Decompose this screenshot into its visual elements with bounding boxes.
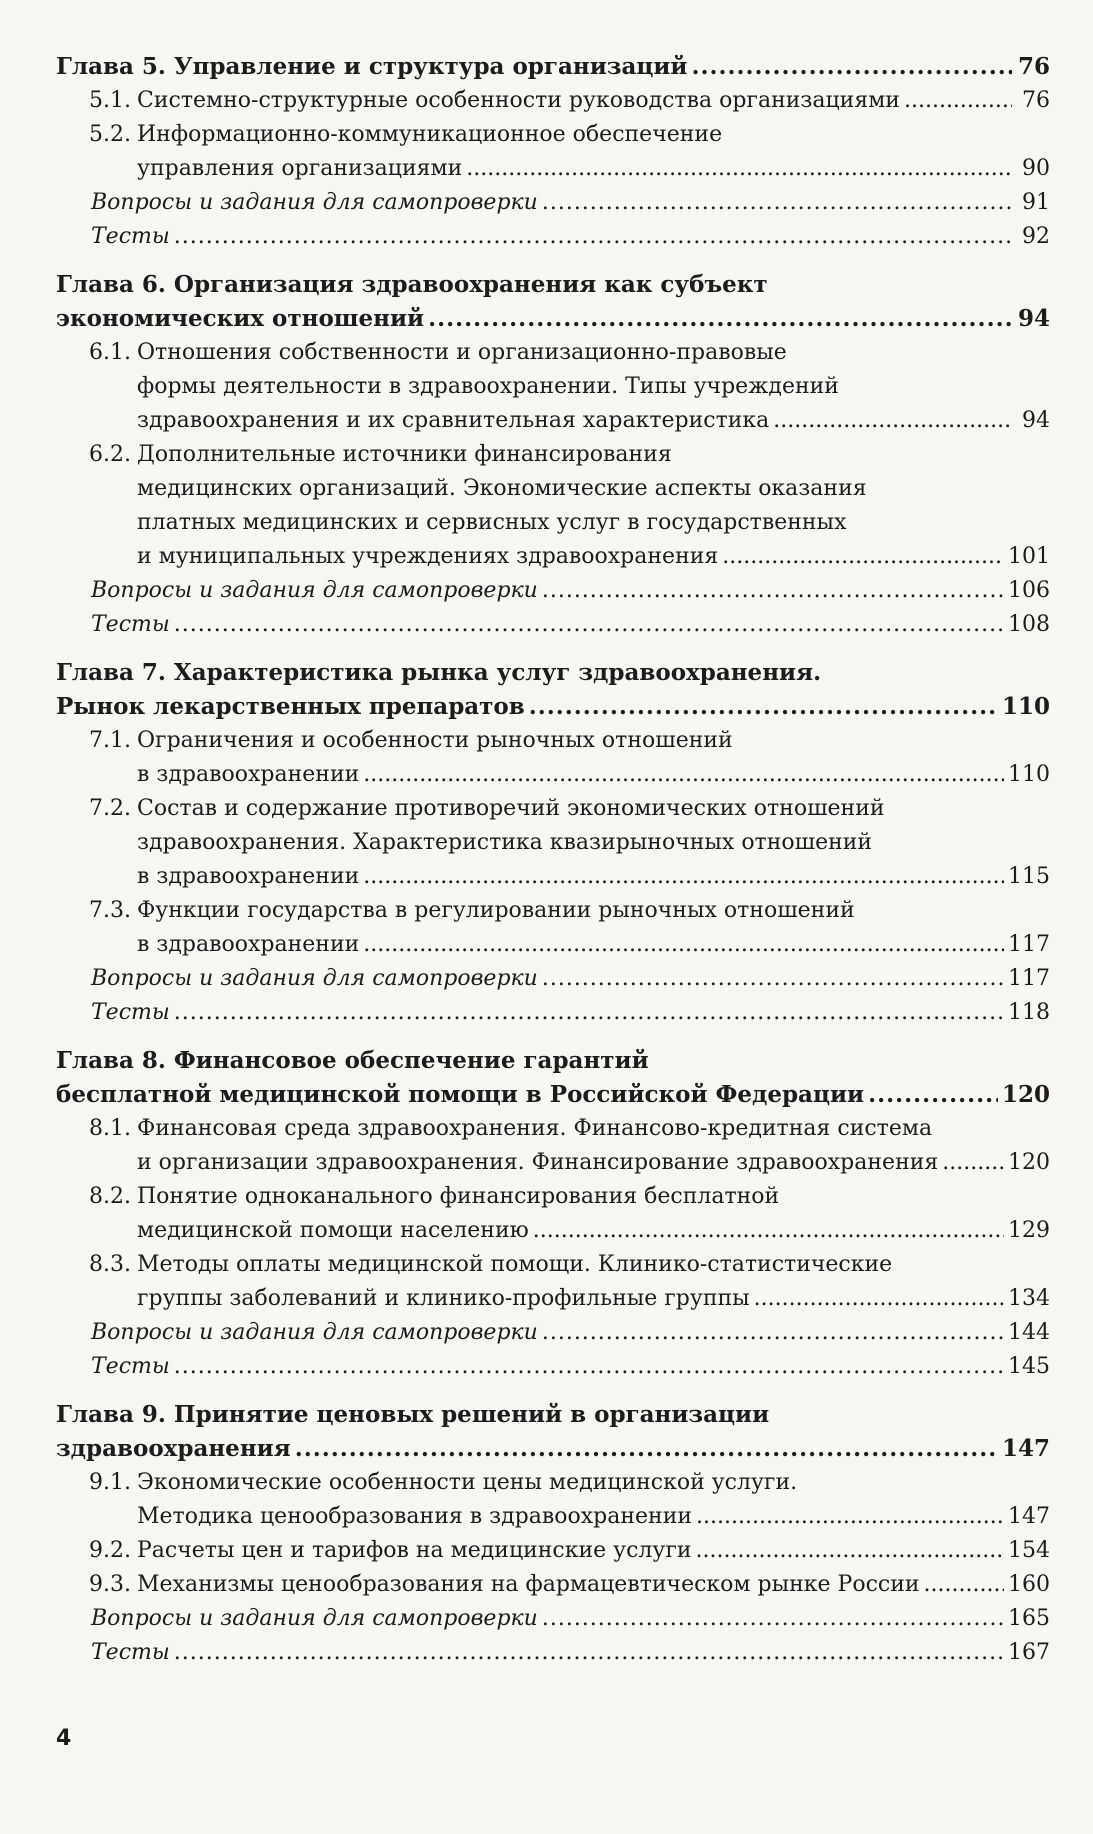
toc-section [56,894,1050,962]
section-line-text-wrap [137,472,867,506]
section-line [137,370,1050,404]
section-text: и организации здравоохранения. Финансирование здравоохранения [137,1150,939,1175]
section-body [89,336,1050,438]
section-line-text-wrap [137,540,718,574]
section-body [89,724,1050,792]
section-page: 160 [1008,1572,1050,1597]
section-line [137,826,1050,860]
section-line [137,1500,1050,1534]
section-text: Методика ценообразования в здравоохранении [137,1504,693,1529]
chapter-title-text: Глава 5. Управление и структура организаций [56,53,688,80]
chapter-title-line [56,1398,1050,1432]
section-body [89,84,1050,118]
section-page: 134 [1008,1286,1050,1311]
toc-section [56,1248,1050,1316]
toc-section [56,1568,1050,1602]
section-page: 129 [1008,1218,1050,1243]
leader-dots [174,608,1004,642]
section-text: здравоохранения и их сравнительная характеристика [137,408,770,433]
leader-dots [542,1602,1004,1636]
section-line [137,1282,1050,1316]
leader-dots [428,302,1012,336]
chapter-title [56,268,1050,336]
chapter-title-line [56,302,1050,336]
section-body [89,1568,1050,1602]
questions-entry [56,962,1050,996]
questions-entry [56,574,1050,608]
leader-dots [542,186,1012,220]
section-line [137,506,1050,540]
section-line-text-wrap [89,1112,932,1146]
page-number: 4 [56,1726,72,1751]
tests-entry [56,1636,1050,1670]
section-text: Функции государства в регулировании рыночных отношений [137,898,855,923]
tests-entry-page: 108 [1008,612,1050,637]
section-number: 9.3. [89,1572,131,1597]
section-number: 7.1. [89,728,131,753]
leader-dots [754,1282,1004,1316]
chapter-page: 76 [1017,53,1050,80]
section-line-text-wrap [137,1146,938,1180]
section-line [89,1112,1050,1146]
chapter-title-text: Глава 8. Финансовое обеспечение гарантий [56,1047,649,1074]
leader-dots [529,690,998,724]
section-page: 76 [1022,88,1050,113]
tests-entry-page: 167 [1008,1640,1050,1665]
section-number: 7.2. [89,796,131,821]
section-text: Состав и содержание противоречий экономических отношений [137,796,885,821]
questions-entry [56,186,1050,220]
section-page: 101 [1008,544,1050,569]
section-line-text-wrap [89,724,733,758]
section-number: 8.2. [89,1184,131,1209]
toc-section [56,1534,1050,1568]
leader-dots [904,84,1012,118]
questions-entry [56,1316,1050,1350]
questions-entry-label: Вопросы и задания для самопроверки [91,190,538,215]
leader-dots [174,1350,1004,1384]
section-line [89,1568,1050,1602]
chapter-title [56,50,1050,84]
section-line [137,1146,1050,1180]
section-line [89,1466,1050,1500]
chapter-title [56,1044,1050,1112]
leader-dots [295,1432,998,1466]
chapter-title-line [56,690,1050,724]
section-body [89,1180,1050,1248]
leader-dots [924,1568,1004,1602]
leader-dots [542,1316,1004,1350]
section-body [89,894,1050,962]
section-number: 6.2. [89,442,131,467]
leader-dots [722,540,1004,574]
chapter-title-text: Глава 6. Организация здравоохранения как субъект [56,271,768,298]
section-line-text-wrap [137,1282,750,1316]
toc-section [56,724,1050,792]
section-line [137,404,1050,438]
section-text: Методы оплаты медицинской помощи. Клинико-статистические [137,1252,893,1277]
section-line-text-wrap [137,1214,529,1248]
section-text: Информационно-коммуникационное обеспечение [137,122,723,147]
tests-entry-label: Тесты [91,1000,170,1025]
section-text: Системно-структурные особенности руководства организациями [137,88,900,113]
section-text: Финансовая среда здравоохранения. Финансово-кредитная система [137,1116,933,1141]
section-line-text-wrap [89,336,787,370]
section-text: медицинских организаций. Экономические аспекты оказания [137,476,867,501]
section-line [89,1534,1050,1568]
leader-dots [533,1214,1004,1248]
section-line [137,1214,1050,1248]
section-line [137,860,1050,894]
questions-entry-page: 117 [1008,966,1050,991]
chapter-title-text: Глава 7. Характеристика рынка услуг здравоохранения. [56,659,822,686]
section-line [137,758,1050,792]
section-line [89,1180,1050,1214]
section-page: 154 [1008,1538,1050,1563]
questions-entry-page: 91 [1022,190,1050,215]
section-text: Дополнительные источники финансирования [137,442,672,467]
leader-dots [542,962,1004,996]
section-body [89,1248,1050,1316]
section-line [89,118,1050,152]
chapter-title-line [56,1432,1050,1466]
section-text: здравоохранения. Характеристика квазирыночных отношений [137,830,873,855]
questions-entry-label: Вопросы и задания для самопроверки [91,966,538,991]
section-page: 94 [1022,408,1050,433]
toc-section [56,1466,1050,1534]
section-page: 117 [1008,932,1050,957]
section-line [137,472,1050,506]
section-text: и муниципальных учреждениях здравоохранения [137,544,719,569]
questions-entry [56,1602,1050,1636]
tests-entry [56,996,1050,1030]
section-text: Механизмы ценообразования на фармацевтическом рынке России [137,1572,920,1597]
section-number: 8.1. [89,1116,131,1141]
section-line-text-wrap [89,1248,892,1282]
chapter-title-text: Рынок лекарственных препаратов [56,693,525,720]
section-body [89,1466,1050,1534]
toc-chapter [56,1044,1050,1384]
chapter-page: 147 [1001,1435,1050,1462]
chapter-page: 120 [1001,1081,1050,1108]
chapter-title [56,656,1050,724]
leader-dots [773,404,1012,438]
section-line-text-wrap [137,152,462,186]
section-line-text-wrap [89,84,900,118]
toc-chapter [56,1398,1050,1670]
section-line [137,540,1050,574]
chapter-title [56,1398,1050,1466]
toc-chapter [56,656,1050,1030]
section-page: 115 [1008,864,1050,889]
tests-entry-page: 118 [1008,1000,1050,1025]
section-line-text-wrap [137,928,359,962]
section-line [89,1248,1050,1282]
section-line-text-wrap [89,894,855,928]
section-page: 147 [1008,1504,1050,1529]
section-page: 110 [1008,762,1050,787]
section-number: 7.3. [89,898,131,923]
section-page: 120 [1008,1150,1050,1175]
toc-section [56,1112,1050,1180]
questions-entry-label: Вопросы и задания для самопроверки [91,1606,538,1631]
chapter-title-text: здравоохранения [56,1435,291,1462]
section-number: 5.1. [89,88,131,113]
section-line-text-wrap [137,404,769,438]
leader-dots [691,50,1012,84]
section-text: Расчеты цен и тарифов на медицинские услуги [137,1538,692,1563]
tests-entry-label: Тесты [91,224,170,249]
section-line-text-wrap [137,826,872,860]
leader-dots [174,1636,1004,1670]
chapter-title-text: бесплатной медицинской помощи в Российской Федерации [56,1081,865,1108]
section-body [89,792,1050,894]
section-line-text-wrap [89,1466,797,1500]
leader-dots [466,152,1012,186]
leader-dots [542,574,1004,608]
section-number: 5.2. [89,122,131,147]
section-line-text-wrap [89,1534,692,1568]
toc-section [56,792,1050,894]
leader-dots [696,1534,1004,1568]
chapter-title-line [56,1044,1050,1078]
section-text: формы деятельности в здравоохранении. Типы учреждений [137,374,839,399]
toc-chapter [56,50,1050,254]
section-line-text-wrap [137,506,846,540]
section-text: управления организациями [137,156,463,181]
questions-entry-page: 144 [1008,1320,1050,1345]
section-number: 8.3. [89,1252,131,1277]
section-number: 6.1. [89,340,131,365]
section-text: платных медицинских и сервисных услуг в государственных [137,510,847,535]
tests-entry [56,608,1050,642]
section-body [89,1534,1050,1568]
leader-dots [942,1146,1004,1180]
toc-section [56,84,1050,118]
section-line-text-wrap [89,792,885,826]
questions-entry-page: 165 [1008,1606,1050,1631]
leader-dots [363,758,1004,792]
section-text: Понятие одноканального финансирования бесплатной [137,1184,780,1209]
section-line [89,438,1050,472]
section-number: 9.2. [89,1538,131,1563]
chapter-title-text: экономических отношений [56,305,425,332]
leader-dots [696,1500,1004,1534]
chapter-page: 110 [1001,693,1050,720]
tests-entry-page: 145 [1008,1354,1050,1379]
chapter-page: 94 [1017,305,1050,332]
leader-dots [363,928,1004,962]
section-line [89,792,1050,826]
section-line-text-wrap [137,860,359,894]
section-line-text-wrap [89,438,672,472]
section-page: 90 [1022,156,1050,181]
section-line [137,152,1050,186]
questions-entry-label: Вопросы и задания для самопроверки [91,578,538,603]
section-line [89,894,1050,928]
chapter-title-line [56,50,1050,84]
section-line-text-wrap [89,1180,779,1214]
section-line-text-wrap [89,118,722,152]
section-line-text-wrap [137,370,839,404]
chapter-title-text: Глава 9. Принятие ценовых решений в организации [56,1401,770,1428]
section-text: Отношения собственности и организационно-правовые [137,340,787,365]
tests-entry-label: Тесты [91,1354,170,1379]
leader-dots [363,860,1004,894]
toc-section [56,118,1050,186]
section-line-text-wrap [137,758,359,792]
section-text: в здравоохранении [137,762,360,787]
section-text: группы заболеваний и клинико-профильные группы [137,1286,750,1311]
section-text: в здравоохранении [137,864,360,889]
tests-entry-label: Тесты [91,1640,170,1665]
leader-dots [174,220,1012,254]
toc-section [56,1180,1050,1248]
section-text: Экономические особенности цены медицинской услуги. [137,1470,798,1495]
questions-entry-page: 106 [1008,578,1050,603]
table-of-contents [56,50,1050,1684]
section-line-text-wrap [137,1500,692,1534]
toc-section [56,336,1050,438]
leader-dots [868,1078,998,1112]
section-line [89,84,1050,118]
tests-entry [56,220,1050,254]
chapter-title-line [56,656,1050,690]
section-text: Ограничения и особенности рыночных отношений [137,728,733,753]
section-line [89,336,1050,370]
section-text: в здравоохранении [137,932,360,957]
questions-entry-label: Вопросы и задания для самопроверки [91,1320,538,1345]
section-body [89,438,1050,574]
tests-entry-label: Тесты [91,612,170,637]
section-text: медицинской помощи населению [137,1218,529,1243]
section-body [89,118,1050,186]
leader-dots [174,996,1004,1030]
tests-entry [56,1350,1050,1384]
toc-chapter [56,268,1050,642]
chapter-title-line [56,268,1050,302]
tests-entry-page: 92 [1022,224,1050,249]
chapter-title-line [56,1078,1050,1112]
section-line [89,724,1050,758]
section-line-text-wrap [89,1568,920,1602]
toc-section [56,438,1050,574]
section-number: 9.1. [89,1470,131,1495]
section-body [89,1112,1050,1180]
section-line [137,928,1050,962]
